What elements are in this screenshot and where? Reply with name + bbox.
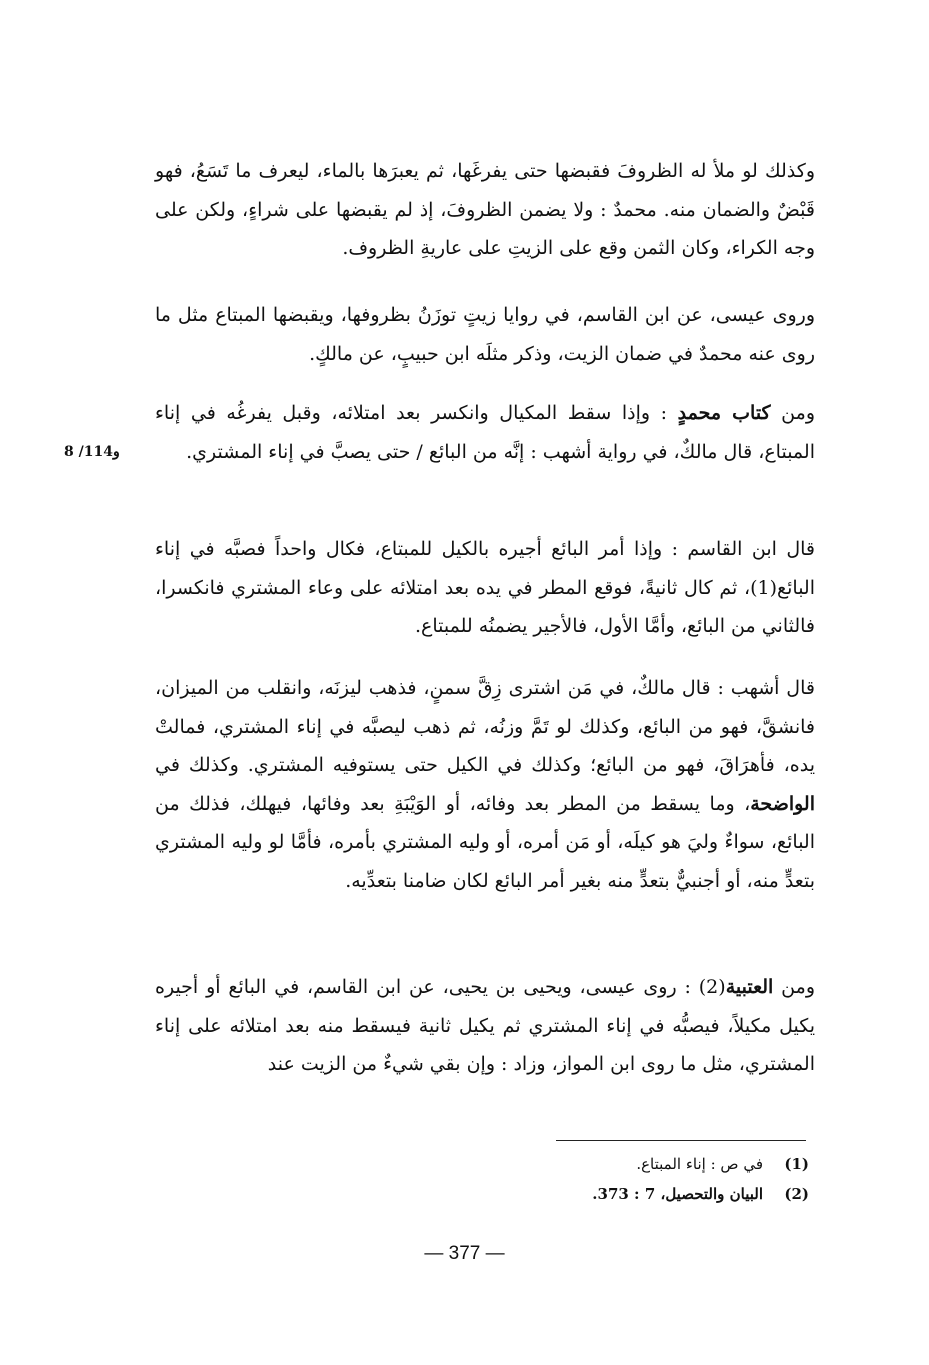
paragraph-1 <box>155 152 815 268</box>
source-title-utbiyya: العتبية <box>725 976 774 998</box>
footnote-text: البيان والتحصيل، 7 : 373. <box>592 1185 763 1203</box>
footnote-text: في ص : إناء المبتاع. <box>636 1155 763 1173</box>
footnote-number: (1) <box>784 1155 809 1173</box>
paragraph-tail: ، وما يسقط من المطر بعد وفائه، أو الوَيْبَةِ بعد وفائها، فيهلك، فذلك من البائع، سواءٌ وليَ هو كيلَه، أو مَن أمره، أو وليه المشتري بأمره، فأمَّا لو وليه المشتري بتعدٍّ منه، أو أجنبيٌّ بتعدٍّ منه بغير أمر البائع لكان ضامنا بتعدِّيه. <box>155 792 815 892</box>
footnote-separator <box>556 1140 806 1141</box>
paragraph-text: وروى عيسى، عن ابن القاسم، في روايا زيتٍ توزَنُ بظروفها، ويقبضها المبتاع مثل ما روى عنه محمدٌ في ضمان الزيت، وذكر مثلَه ابن حبيبٍ، عن مالكٍ. <box>155 304 815 365</box>
paragraph-6 <box>155 968 815 1084</box>
paragraph-text: قال ابن القاسم : وإذا أمر البائع أجيره بالكيل للمبتاع، فكال واحداً فصبَّه في إناء البائع(1)، ثم كال ثانيةً، فوقع المطر في يده بعد امتلائه على وعاء المشتري فانكسرا، فالثاني من البائع، وأمَّا الأول، فالأجير يضمنُه للمبتاع. <box>155 538 815 637</box>
paragraph-lead: ومن <box>770 402 815 424</box>
paragraph-2 <box>155 296 815 373</box>
paragraph-text: (2) : روى عيسى، ويحيى بن يحيى، عن ابن القاسم، في البائع أو أجيره يكيل مكيلاً، فيصبُّه في إناء المشتري ثم يكيل ثانية فيسقط منه بعد امتلائه على إناء المشتري، مثل ما روى ابن المواز، وزاد : وإن بقي شيءٌ من الزيت عند <box>155 976 815 1075</box>
footnote-number: (2) <box>784 1185 809 1203</box>
paragraph-lead: ومن <box>773 976 815 998</box>
page-number: — 377 — <box>424 1243 505 1264</box>
paragraph-3 <box>155 394 815 471</box>
manuscript-folio-note: 8 /114و <box>64 444 120 460</box>
source-title-kitab-muhammad: كتاب محمدٍ <box>677 402 771 424</box>
paragraph-text: وكذلك لو ملأ له الظروفَ فقبضها حتى يفرغَها، ثم يعبرَها بالماء، ليعرف ما تَسَعُ، فهو قَبْضٌ والضمان منه. محمدٌ : ولا يضمن الظروفَ، إذ لم يقبضها على شراءٍ، ولكن على وجه الكراء، وكان الثمن وقع على الزيتِ على عاريةِ الظروف. <box>155 160 815 259</box>
paragraph-4 <box>155 530 815 646</box>
source-title-wadiha: الواضحة <box>750 792 815 815</box>
paragraph-text: : وإذا سقط المكيال وانكسر بعد امتلائه، وقبل يفرغُه في إناء المبتاع، قال مالكٌ، في رواية أشهب : إنَّه من البائع / حتى يصبَّ في إناء المشتري. <box>155 402 815 463</box>
footnote-1 <box>379 1152 809 1176</box>
paragraph-5 <box>155 669 815 900</box>
paragraph-text: قال أشهب : قال مالكٌ، في مَن اشترى زِقَّ سمنٍ، فذهب ليزنَه، وانقلب من الميزان، فانشقَّ، فهو من البائع، وكذلك لو تَمَّ وزنُه، ثم ذهب ليصبَّه في إناء المشتري، فمالتْ يده، فأهرَاقَ، فهو من البائع؛ وكذلك في الكيل حتى يستوفيه المشتري. وكذلك في <box>155 677 815 776</box>
footnote-2 <box>379 1182 809 1206</box>
